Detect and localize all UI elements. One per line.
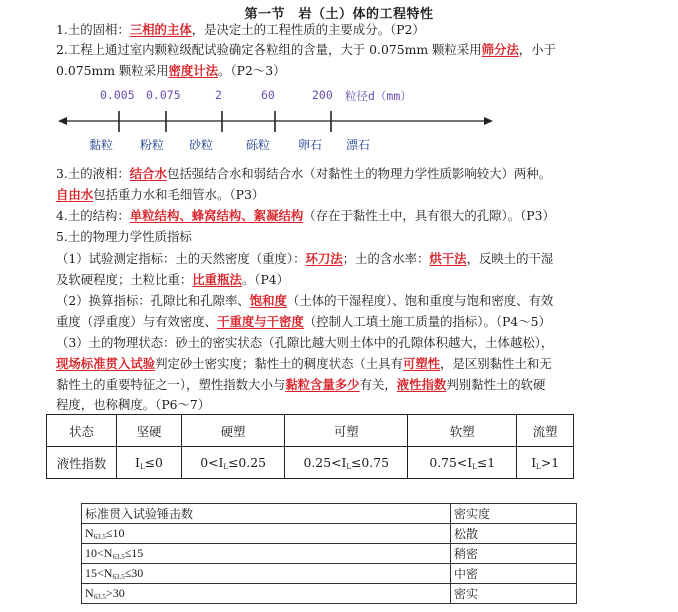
table-header-cell: 硬塑	[181, 415, 285, 447]
tick-label: 0.075	[146, 88, 181, 102]
cell-text: >30	[105, 586, 125, 600]
text: （2）换算指标：孔隙比和孔隙率、	[56, 293, 250, 308]
highlight: 三相的主体	[129, 22, 192, 37]
cell-text: 10<N	[85, 546, 113, 560]
tick-label: 2	[215, 88, 222, 102]
cell-text: ≤0.75	[351, 454, 389, 470]
cell-subscript: 63.5	[93, 533, 106, 541]
highlight: 液性指数	[396, 377, 447, 392]
text: （存在于黏性土中，具有很大的孔隙）。（P3）	[303, 208, 555, 223]
para-6	[56, 250, 553, 268]
table-header-cell: 状态	[47, 415, 117, 447]
cell-subscript: 63.5	[112, 553, 125, 561]
para-1	[56, 21, 425, 39]
text: （3）土的物理状态：砂土的密实状态（孔隙比越大则土体中的孔隙体积越大，土体越松），	[56, 335, 554, 350]
highlight: 饱和度	[249, 293, 287, 308]
table-header-cell: 可塑	[285, 415, 408, 447]
cell-text: N	[85, 586, 94, 600]
cell-subscript: L	[472, 462, 477, 471]
table-cell	[82, 584, 451, 604]
table-header-cell: 标准贯入试验锤击数	[82, 504, 451, 524]
text: 重度（浮重度）与有效密度、	[56, 314, 218, 329]
highlight: 现场标准贯入试验	[56, 356, 156, 371]
cell-text: I	[135, 454, 140, 470]
table-cell	[82, 544, 451, 564]
para-8d	[56, 396, 210, 414]
cell-subscript: L	[223, 462, 229, 471]
text: 4.土的结构：	[56, 208, 130, 223]
table-row-label: 液性指数	[47, 447, 117, 479]
table-cell	[82, 564, 451, 584]
table-cell	[82, 524, 451, 544]
cell-text: ≤30	[124, 566, 144, 580]
highlight: 结合水	[129, 166, 167, 181]
text: ，是区别黏性土和无	[440, 356, 552, 371]
table-cell	[285, 447, 408, 479]
text: 包括强结合水和弱结合水（对黏性土的物理力学性质影响较大）两种。	[166, 166, 552, 181]
cell-text: I	[531, 454, 537, 470]
table-header-cell: 软塑	[408, 415, 517, 447]
cell-text: 0.25<I	[303, 454, 347, 470]
cell-subscript: L	[346, 462, 352, 471]
cell-text: 15<N	[85, 566, 113, 580]
category-label: 黏粒	[89, 138, 114, 152]
table-header-row	[82, 504, 577, 524]
highlight: 可塑性	[402, 356, 441, 371]
cell-subscript: 63.5	[93, 593, 106, 601]
text: 3.土的液相：	[56, 166, 130, 181]
text: 。（P4）	[241, 272, 290, 287]
para-4	[56, 207, 555, 225]
text: ，是决定土的工程性质的主要成分。（P2）	[191, 22, 425, 37]
para-7	[56, 292, 553, 310]
text: 。（P2～3）	[218, 63, 286, 78]
grain-size-scale	[56, 88, 496, 154]
table-cell: 密实	[451, 584, 577, 604]
category-label: 粉粒	[140, 138, 165, 152]
para-3	[56, 165, 551, 183]
cell-text: 0<I	[200, 454, 224, 470]
text: 有关，	[359, 377, 397, 392]
table-header-cell: 密实度	[451, 504, 577, 524]
cell-text: ≤15	[124, 546, 144, 560]
table-header-cell: 坚硬	[117, 415, 182, 447]
highlight: 干重度与干密度	[217, 314, 304, 329]
para-8	[56, 334, 553, 352]
text: 黏性土的重要特征之一），塑性指数大小与	[56, 377, 286, 392]
highlight: 黏粒含量多少	[285, 377, 360, 392]
category-label: 砾粒	[246, 138, 271, 152]
table-cell	[517, 447, 574, 479]
table-cell: 松散	[451, 524, 577, 544]
table-row	[82, 584, 577, 604]
tick-label: 200	[312, 88, 333, 102]
cell-text: ≤0.25	[228, 454, 267, 470]
tick-label: 60	[261, 88, 275, 102]
cell-text: >1	[540, 454, 560, 470]
highlight: 单粒结构、蜂窝结构、絮凝结构	[129, 208, 304, 223]
text: 1.土的固相：	[56, 22, 130, 37]
cell-text: ≤0	[144, 454, 163, 470]
text: ；土的含水率：	[342, 251, 430, 266]
table-header-row	[47, 415, 574, 447]
table-cell	[181, 447, 285, 479]
sand-density-table	[81, 503, 577, 604]
text: 程度，也称稠度。（P6～7）	[56, 397, 211, 412]
table-row	[82, 544, 577, 564]
table-row	[47, 447, 574, 479]
table-header-cell: 流塑	[517, 415, 574, 447]
axis-unit-label: 粒径d（mm）	[345, 89, 412, 103]
cell-text: 0.75<I	[429, 454, 473, 470]
highlight: 密度计法	[168, 63, 219, 78]
highlight: 筛分法	[481, 42, 519, 57]
category-label: 漂石	[346, 138, 371, 152]
table-cell: 中密	[451, 564, 577, 584]
cell-subscript: L	[139, 462, 145, 471]
para-2	[56, 41, 556, 59]
cell-text: ≤1	[476, 454, 496, 470]
table-cell	[117, 447, 182, 479]
highlight: 比重瓶法	[192, 272, 242, 287]
text: 及软硬程度；土粒比重：	[56, 272, 193, 287]
text: 5.土的物理力学性质指标	[56, 229, 192, 244]
table-cell	[408, 447, 517, 479]
tick-label: 0.005	[100, 88, 135, 102]
highlight: 自由水	[56, 187, 94, 202]
para-7b	[56, 313, 551, 331]
text: 0.075mm 颗粒采用	[56, 63, 169, 78]
category-label: 砂粒	[189, 138, 214, 152]
cell-subscript: 63.5	[112, 573, 125, 581]
liquidity-index-table	[46, 414, 574, 479]
text: 判别黏性土的软硬	[446, 377, 546, 392]
para-3b	[56, 186, 264, 204]
para-2b	[56, 62, 286, 80]
text: ，反映土的干湿	[466, 251, 554, 266]
table-cell: 稍密	[451, 544, 577, 564]
text: 包括重力水和毛细管水。（P3）	[93, 187, 265, 202]
highlight: 烘干法	[429, 251, 467, 266]
para-6b	[56, 271, 289, 289]
cell-text: ≤10	[105, 526, 125, 540]
section-title: 第一节 岩（土）体的工程特性	[244, 7, 434, 22]
cell-subscript: L	[536, 462, 541, 471]
text: （控制人工填土施工质量的指标）。（P4～5）	[303, 314, 551, 329]
table-row	[82, 564, 577, 584]
para-8c	[56, 376, 545, 394]
para-8b	[56, 355, 552, 373]
text: （1）试验测定指标：土的天然密度（重度）：	[56, 251, 306, 266]
table-row	[82, 524, 577, 544]
text: （土体的干湿程度）、饱和重度与饱和密度、有效	[286, 293, 554, 308]
text: 2.工程上通过室内颗粒级配试验确定各粒组的含量，大于 0.075mm 颗粒采用	[56, 42, 482, 57]
cell-text: N	[85, 526, 94, 540]
text: 判定砂土密实度；黏性土的稠度状态（土具有	[155, 356, 403, 371]
category-label: 卵石	[298, 138, 323, 152]
para-5	[56, 228, 192, 246]
highlight: 环刀法	[305, 251, 343, 266]
text: ，小于	[518, 42, 556, 57]
